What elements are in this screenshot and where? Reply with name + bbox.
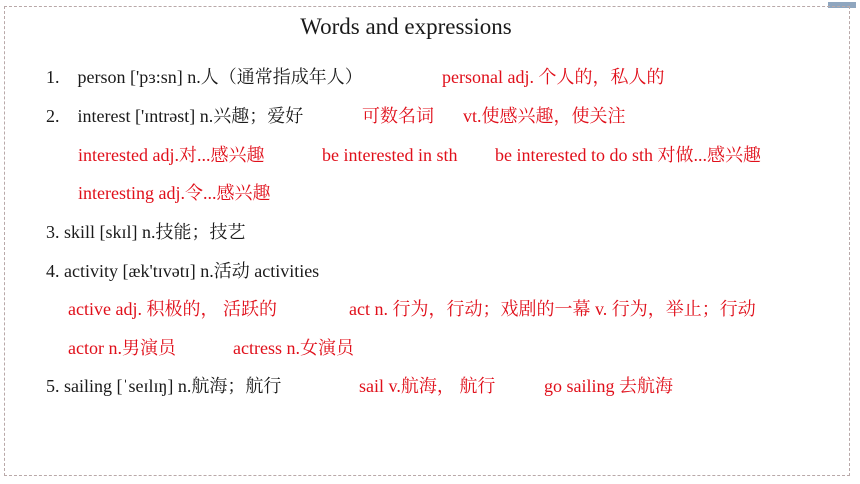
interest-sub-be-interested-to: be interested to do sth 对做...感兴趣 (495, 145, 761, 165)
item-interest-extra1: 可数名词 (362, 106, 434, 126)
interest-sub-be-interested-in: be interested in sth (322, 145, 458, 165)
item-number: 2. (46, 106, 60, 126)
activity-sub-actress: actress n.女演员 (233, 338, 354, 358)
item-sailing: 5. sailing [ˈseɪlɪŋ] n.航海；航行 (46, 376, 282, 396)
activity-sub-actor: actor n.男演员 (68, 338, 176, 358)
item-number: 1. (46, 67, 60, 87)
item-skill: 3. skill [skɪl] n.技能；技艺 (46, 222, 246, 242)
activity-sub-active: active adj. 积极的， 活跃的 (68, 299, 277, 319)
item-person (46, 66, 363, 88)
item-activity: 4. activity [æk'tɪvətɪ] n.活动 activities (46, 261, 320, 281)
item-interest (46, 105, 303, 127)
activity-sub-act: act n. 行为，行动；戏剧的一幕 v. 行为，举止；行动 (349, 299, 756, 319)
sailing-extra-go-sailing: go sailing 去航海 (544, 376, 673, 396)
item-entry: person ['pɜ:sn] n.人（通常指成年人） (77, 67, 363, 87)
interest-sub-interested: interested adj.对...感兴趣 (78, 145, 265, 165)
slide-title: Words and expressions (300, 14, 512, 39)
item-person-extra: personal adj. 个人的，私人的 (442, 67, 665, 87)
sailing-extra-sail: sail v.航海， 航行 (359, 376, 496, 396)
item-interest-extra2: vt.使感兴趣，使关注 (463, 106, 626, 126)
interest-sub-interesting: interesting adj.令...感兴趣 (78, 183, 271, 203)
item-entry: interest ['ɪntrəst] n.兴趣；爱好 (77, 106, 304, 126)
